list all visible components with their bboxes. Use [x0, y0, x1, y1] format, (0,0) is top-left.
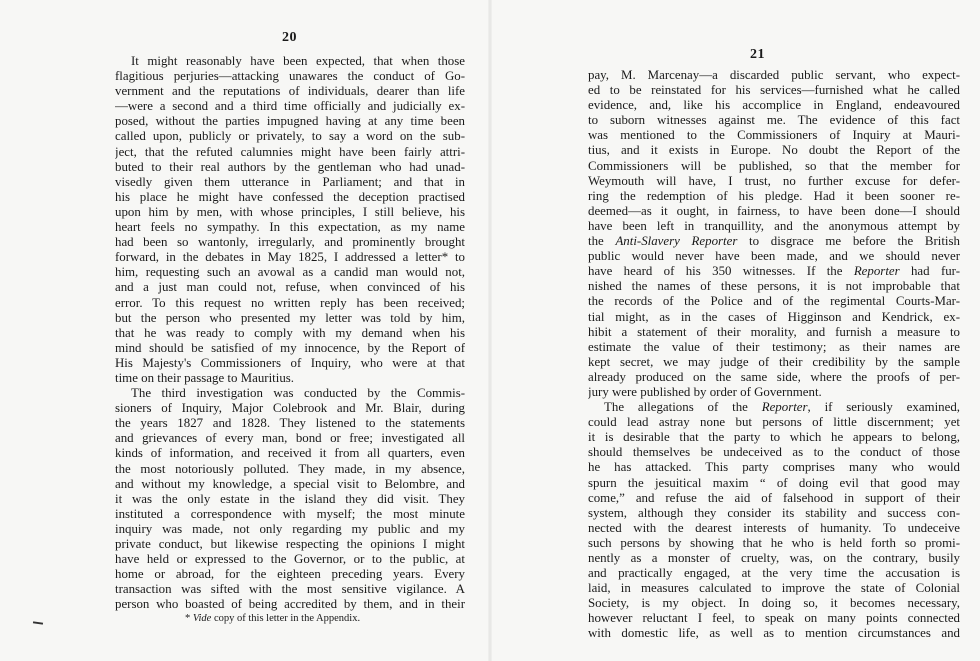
- left_page-text-line: called upon, publicly or privately, to say a word on the sub-: [115, 129, 465, 144]
- left_page-text-line: transaction was sifted with the most sensitive vigilance. A: [115, 582, 465, 597]
- left_page-text-line: time on their passage to Mauritius.: [115, 370, 295, 385]
- right-page-body: [588, 68, 960, 642]
- right_page-text-line: Weymouth will have, I trust, no further excuse for defer-: [588, 173, 960, 188]
- right_page-text-line: tial might, as in the cases of Higginson and Kendrick, ex-: [588, 309, 960, 324]
- right_page-text-line: jury were published by order of Government.: [588, 384, 822, 399]
- right_page-text-line: public would never have been made, and we should never: [588, 249, 960, 264]
- right_page-text-line: system, although they consider its stability and success con-: [588, 505, 960, 520]
- left_page-text-line: ject, that the refuted calumnies might have been fairly attri-: [115, 144, 465, 159]
- right_page-text-line: the records of the Police and of the regimental Courts-Mar-: [588, 294, 960, 309]
- left_page-text-line: instituted a correspondence with myself; the most minute: [115, 506, 465, 521]
- right_page-text-line: already produced on the same side, where the proofs of per-: [588, 369, 960, 384]
- right-page: [490, 0, 980, 661]
- right_page-text-line: have heard of his 350 witnesses. If the Reporter had fur-: [588, 264, 960, 279]
- right_page-text-line: could lead astray none but persons of little discernment; yet: [588, 415, 960, 430]
- right_page-text-line: laid, in measures calculated to improve the state of Colonial: [588, 581, 960, 596]
- left_page-text-line: His Majesty's Commissioners of Inquiry, who were at that: [115, 355, 465, 370]
- right_page-text-line: spurn the jesuitical maxim “ of doing evil that good may: [588, 475, 960, 490]
- left_page-text-line: the years 1827 and 1828. They listened to the statements: [115, 416, 465, 431]
- right_page-text-line: come,” and refuse the aid of falsehood in support of their: [588, 490, 960, 505]
- right_page-text-line: pay, M. Marcenay—a discarded public servant, who expect-: [588, 68, 960, 82]
- left_page-text-line: inquiry was made, not only regarding my public and my: [115, 521, 465, 536]
- right_page-text-line: evidence, and, like his accomplice in England, endeavoured: [588, 98, 960, 113]
- left_page-text-line: his place he might have confessed the deception practised: [115, 189, 465, 204]
- right_page-text-line: nected with the dearest interests of humanity. To undeceive: [588, 520, 960, 535]
- left_page-text-line: flagitious perjuries—attacking unawares the conduct of Go-: [115, 69, 465, 84]
- left_page-text-line: visedly given them utterance in Parliament; and that in: [115, 174, 465, 189]
- left_page-text-line: him, requesting such an avowal as a candid man would not,: [115, 265, 465, 280]
- left_page-text-line: The third investigation was conducted by the Commis-: [131, 386, 465, 401]
- left_page-text-line: It might reasonably have been expected, that when those: [131, 54, 465, 68]
- right_page-text-line: he has attacked. This party comprises many who would: [588, 460, 960, 475]
- left_page-text-line: had been so wantonly, irregularly, and prominently brought: [115, 235, 465, 250]
- left_page-text-line: it was the only estate in the island they did visit. They: [115, 491, 465, 506]
- left_page-text-line: home or abroad, for the eighteen preceding years. Every: [115, 567, 465, 582]
- left_page-text-line: the most notoriously polluted. They made, in my absence,: [115, 461, 465, 476]
- right_page-text-line: with domestic life, as well as to mention circumstances and: [588, 626, 960, 641]
- left_page-text-line: error. To this request no written reply has been received;: [115, 295, 465, 310]
- left_page-text-line: but the person who presented my letter was told by him,: [115, 310, 465, 325]
- periodical-title: Reporter: [853, 264, 900, 279]
- left_page-text-line: posed, without the parties impugned having at any time been: [115, 114, 465, 129]
- right_page-text-line: should themselves be undeceived as to the conduct of those: [588, 445, 960, 460]
- left_page-text-line: upon him by men, with whose principles, I still believe, his: [115, 204, 465, 219]
- left-page-footnote: [185, 613, 360, 624]
- left-page-body: [115, 54, 465, 612]
- left_page-text-line: heart feels no sympathy. In this expectation, as my name: [115, 220, 465, 235]
- periodical-title: Reporter: [761, 400, 808, 415]
- right_page-text-line: ed to be reinstated for his services—furnished what he called: [588, 83, 960, 98]
- right_page-text-line: kept secret, we may judge of their credibility by the sample: [588, 354, 960, 369]
- right_page-text-line: estimate the value of their testimony; as their names are: [588, 339, 960, 354]
- left_page-text-line: and a just man could not, refuse, when convinced of his: [115, 280, 465, 295]
- right_page-text-line: deemed—as it ought, in fairness, to have been done—I should: [588, 203, 960, 218]
- right_page-text-line: tius, and it exists in Europe. No doubt the Report of the: [588, 143, 960, 158]
- right_page-text-line: however reluctant I feel, to speak on many points connected: [588, 611, 960, 626]
- right_page-text-line: was mentioned to the Commissioners of Inquiry at Mauri-: [588, 128, 960, 143]
- right_page-text-line: and practically engaged, at the very time the accusation is: [588, 566, 960, 581]
- left_page-text-line: mind should be satisfied of my innocence, by the Report of: [115, 340, 465, 355]
- right_page-text-line: nished the names of these persons, it is not improbable that: [588, 279, 960, 294]
- footnote-marker: *: [185, 613, 193, 624]
- right_page-text-line: the Anti-Slavery Reporter to disgrace me before the British: [588, 234, 960, 249]
- left_page-text-line: buted to their real authors by the gentleman who had unad-: [115, 159, 465, 174]
- left_page-text-line: that he was ready to comply with my demand when his: [115, 325, 465, 340]
- left_page-text-line: person who boasted of being accredited by them, and in their: [115, 597, 465, 612]
- right_page-text-line: it is desirable that the party to which he appears to belong,: [588, 430, 960, 445]
- right_page-text-line: such persons by showing that he who is held forth so promi-: [588, 535, 960, 550]
- footnote-vide: Vide: [192, 613, 212, 624]
- left_page-text-line: —were a second and a third time officially and judicially ex-: [115, 99, 465, 114]
- left_page-text-line: forward, in the debates in May 1825, I addressed a letter* to: [115, 250, 465, 265]
- margin-mark: [33, 621, 43, 624]
- right_page-text-line: to suborn witnesses against me. The evidence of this fact: [588, 113, 960, 128]
- right_page-text-line: ring the redemption of his pledge. Had it been sooner re-: [588, 188, 960, 203]
- right-page-number: 21: [750, 47, 765, 62]
- left-page-number: 20: [282, 30, 297, 45]
- right_page-text-line: have been left in tranquillity, and the anonymous attempt by: [588, 218, 960, 233]
- left_page-text-line: sioners of Inquiry, Major Colebrook and Mr. Blair, during: [115, 401, 465, 416]
- periodical-title: Anti-Slavery Reporter: [615, 234, 738, 249]
- left_page-text-line: and without my knowledge, a special visit to Belombre, and: [115, 476, 465, 491]
- right_page-text-line: Commissioners will be published, so that the member for: [588, 158, 960, 173]
- left_page-text-line: kinds of information, and received it from all quarters, even: [115, 446, 465, 461]
- right_page-text-line: nently as a monster of cruelty, was, on the contrary, busily: [588, 551, 960, 565]
- footnote-text: copy of this letter in the Appendix.: [211, 613, 361, 624]
- left_page-text-line: private conduct, but likewise respecting the opinions I might: [115, 537, 465, 551]
- right_page-text-line: hibit a statement of their morality, and furnish a measure to: [588, 324, 960, 339]
- left_page-text-line: have held or expressed to the Governor, or to the public, at: [115, 552, 465, 567]
- right_page-text-line: The allegations of the Reporter, if seriously examined,: [604, 400, 960, 415]
- left_page-text-line: and grievances of every man, bond or free; investigated all: [115, 431, 465, 446]
- left_page-text-line: vernment and the reputations of individuals, dearer than life: [115, 84, 465, 99]
- right_page-text-line: Society, is my object. In doing so, it becomes necessary,: [588, 596, 960, 611]
